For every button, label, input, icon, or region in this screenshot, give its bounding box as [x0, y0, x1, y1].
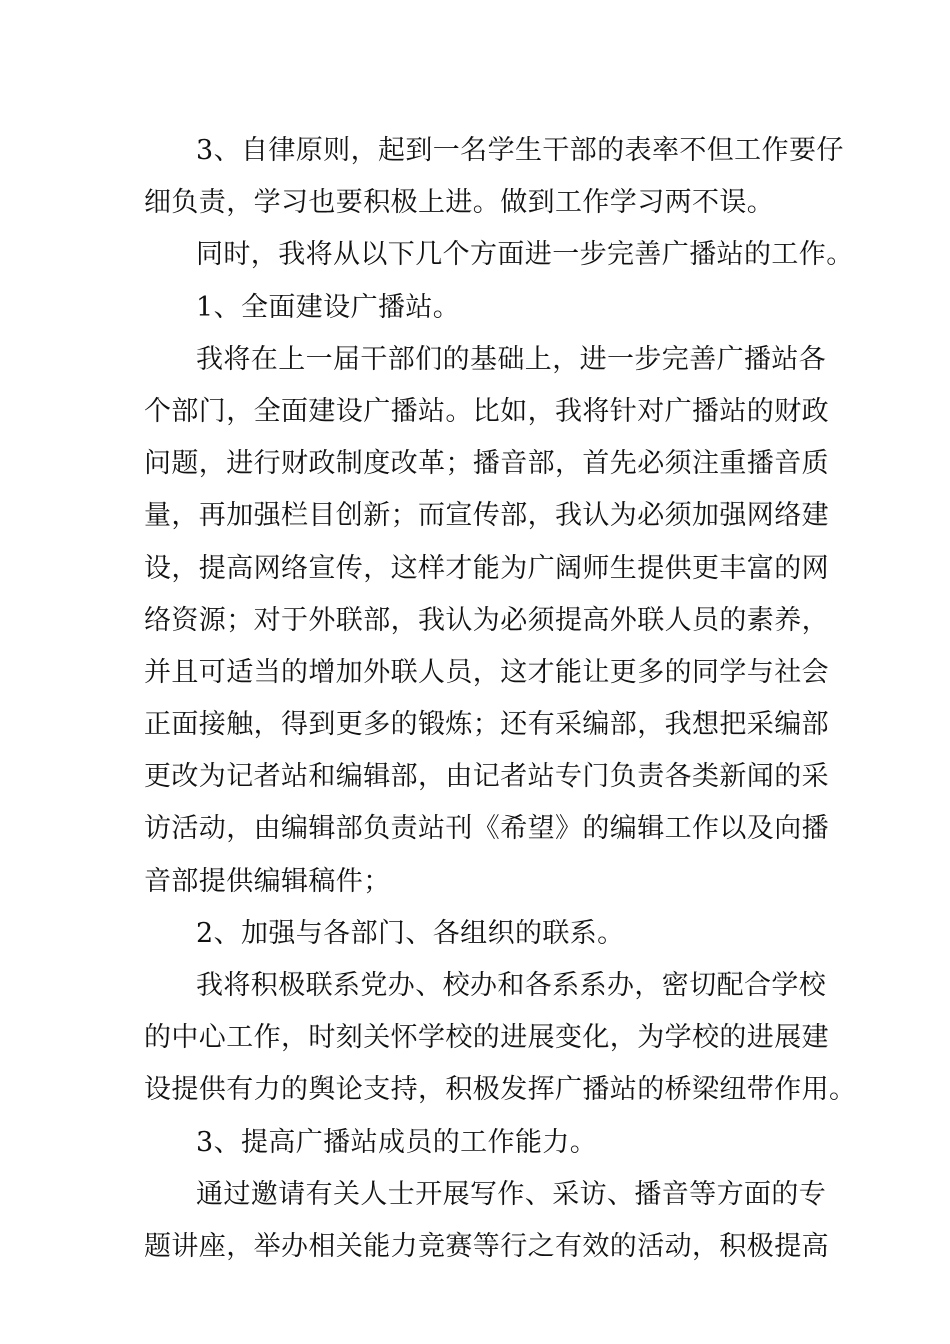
text-line: 音部提供编辑稿件； [144, 865, 391, 897]
document-body [144, 125, 857, 1273]
text-line: 我将积极联系党办、校办和各系系办，密切配合学校 [196, 970, 827, 1001]
text-line: 更改为记者站和编辑部，由记者站专门负责各类新闻的采 [144, 761, 829, 793]
section-heading: 1、全面建设广播站。 [196, 291, 461, 323]
text-line: 细负责，学习也要积极上进。做到工作学习两不误。 [144, 187, 775, 219]
text-line: 量，再加强栏目创新；而宣传部，我认为必须加强网络建 [144, 500, 829, 532]
text-line: 访活动，由编辑部负责站刊《希望》的编辑工作以及向播 [144, 813, 829, 845]
text-line: 3、自律原则，起到一名学生干部的表率不但工作要仔 [196, 135, 844, 166]
text-line: 络资源；对于外联部，我认为必须提高外联人员的素养， [144, 604, 829, 636]
text-line: 题讲座，举办相关能力竞赛等行之有效的活动，积极提高 [144, 1230, 829, 1262]
text-line: 问题，进行财政制度改革；播音部，首先必须注重播音质 [144, 448, 829, 480]
text-line: 同时，我将从以下几个方面进一步完善广播站的工作。 [196, 239, 854, 271]
text-line: 的中心工作，时刻关怀学校的进展变化，为学校的进展建 [144, 1022, 829, 1054]
text-line: 通过邀请有关人士开展写作、采访、播音等方面的专 [196, 1178, 827, 1210]
section-heading: 3、提高广播站成员的工作能力。 [196, 1126, 598, 1158]
text-line: 设，提高网络宣传，这样才能为广阔师生提供更丰富的网 [144, 552, 829, 584]
text-line: 正面接触，得到更多的锻炼；还有采编部，我想把采编部 [144, 709, 829, 741]
section-heading: 2、加强与各部门、各组织的联系。 [196, 917, 625, 949]
text-line: 设提供有力的舆论支持，积极发挥广播站的桥梁纽带作用。 [144, 1074, 857, 1106]
text-line: 个部门，全面建设广播站。比如，我将针对广播站的财政 [144, 395, 829, 427]
text-line: 并且可适当的增加外联人员，这才能让更多的同学与社会 [144, 656, 829, 688]
text-line: 我将在上一届干部们的基础上，进一步完善广播站各 [196, 343, 827, 375]
